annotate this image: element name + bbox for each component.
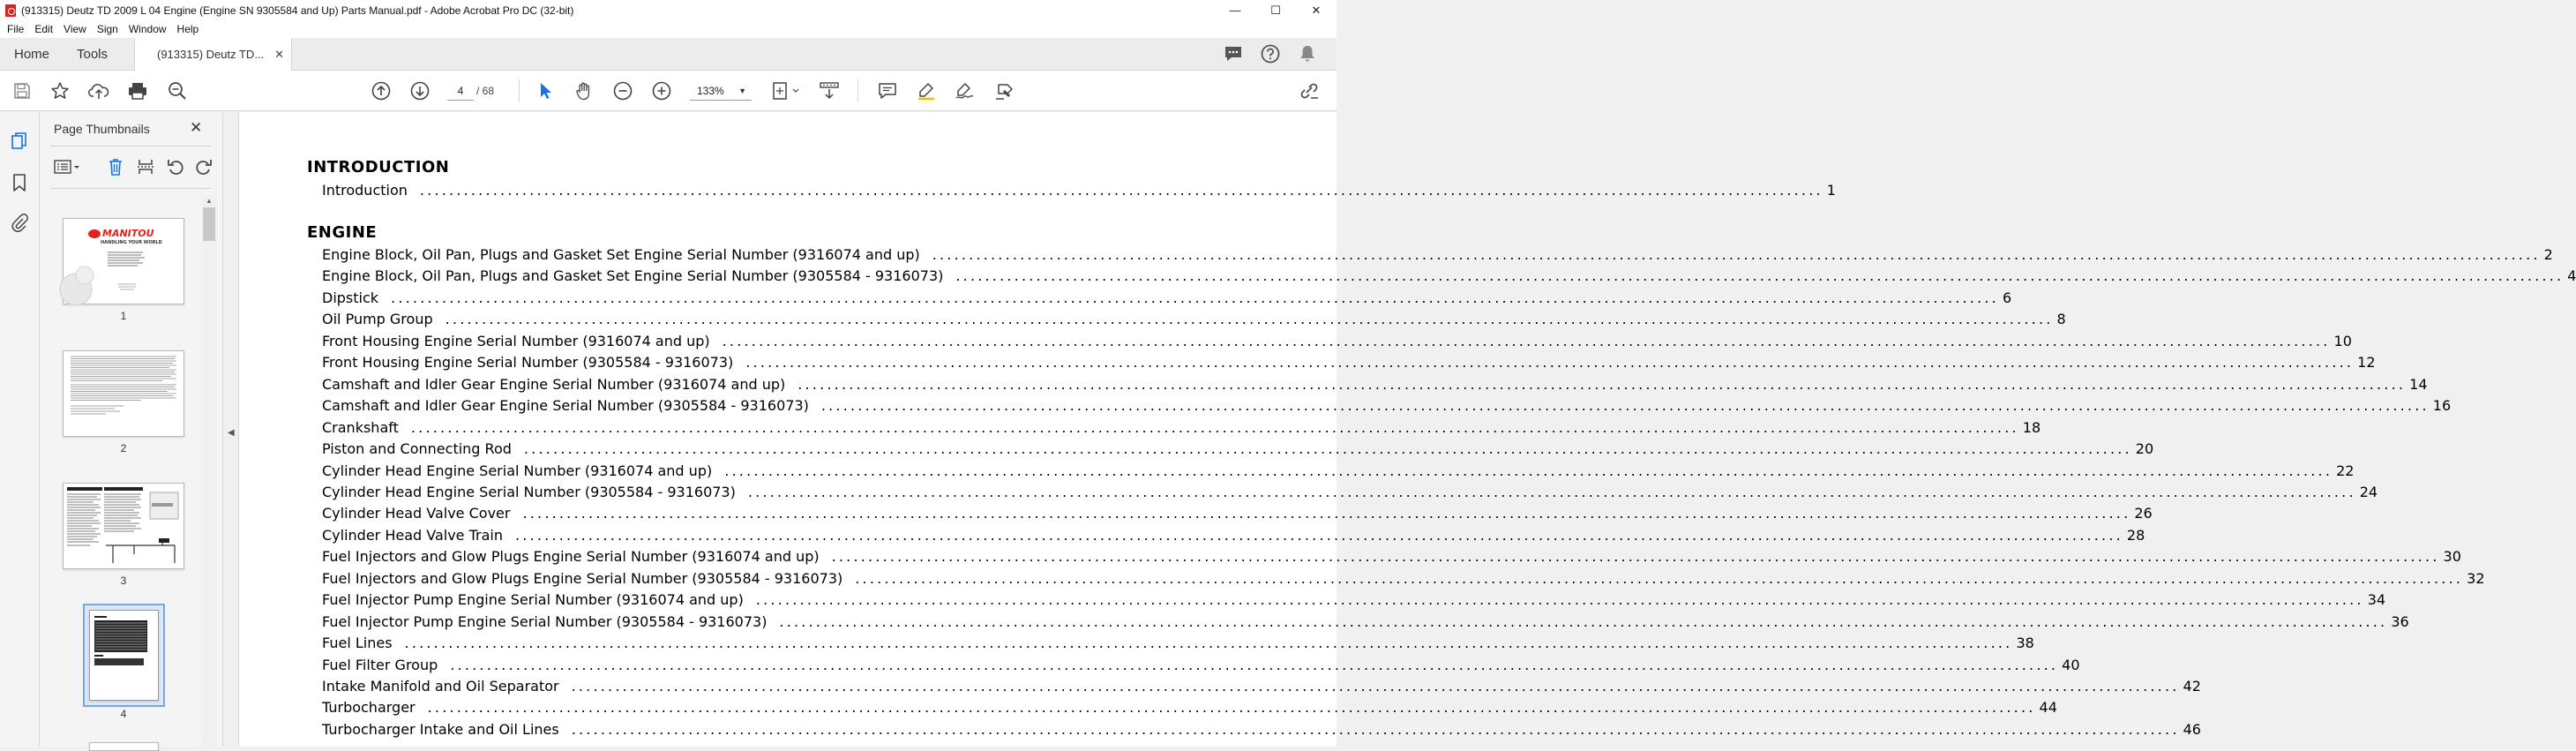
toc-leader: ............................................................................................................................................................................................................................	[522, 505, 2131, 522]
hand-tool-icon[interactable]	[573, 80, 595, 101]
tab-bar-actions	[1224, 44, 1317, 64]
toc-entry-title: Turbocharger	[322, 699, 416, 716]
menu-help[interactable]: Help	[176, 23, 199, 35]
menu-edit[interactable]: Edit	[34, 23, 54, 35]
toc-leader: ............................................................................................................................................................................................................................	[391, 289, 1999, 306]
toc-entry-title: Engine Block, Oil Pan, Plugs and Gasket Set Engine Serial Number (9305584 - 9316073)	[322, 267, 944, 284]
toc-entry-page: 1	[1826, 182, 1836, 199]
tab-document-label: (913315) Deutz TD...	[157, 48, 265, 61]
toc-entry-page: 18	[2022, 419, 2041, 436]
toc-leader: ............................................................................................................................................................................................................................	[722, 333, 2331, 349]
navigation-rail	[0, 112, 40, 747]
toc-entry[interactable]	[322, 289, 2012, 309]
toc-entry[interactable]	[322, 311, 2066, 330]
rotate-right-icon[interactable]	[193, 156, 214, 177]
toc-entry[interactable]	[322, 721, 2201, 740]
toc-entry-title: Cylinder Head Valve Train	[322, 527, 503, 544]
toc-entry-title: Fuel Injectors and Glow Plugs Engine Serial Number (9316074 and up)	[322, 548, 820, 565]
toc-entry[interactable]	[322, 570, 2485, 590]
title-bar	[0, 0, 1337, 20]
toc-entry-title: Camshaft and Idler Gear Engine Serial Number (9316074 and up)	[322, 376, 786, 393]
bookmarks-icon[interactable]	[9, 172, 30, 193]
close-panel-icon[interactable]: ✕	[190, 119, 203, 136]
thumbnail-label-2: 2	[120, 442, 127, 454]
menu-window[interactable]: Window	[128, 23, 167, 35]
toc-entry[interactable]	[322, 699, 2057, 718]
toc-entry-page: 10	[2333, 333, 2352, 349]
toc-entry-title: Dipstick	[322, 289, 379, 306]
toc-entry[interactable]	[322, 419, 2041, 439]
bookmark-star-icon[interactable]	[49, 80, 71, 101]
stamp-icon[interactable]	[993, 80, 1015, 101]
toc-entry-title: Cylinder Head Engine Serial Number (9316074 and up)	[322, 462, 713, 479]
select-cursor-icon[interactable]	[535, 80, 556, 101]
next-page-icon[interactable]	[409, 80, 431, 101]
thumbnail-label-3: 3	[120, 575, 127, 587]
toc-entry[interactable]	[322, 484, 2378, 503]
toolbar-divider	[857, 79, 858, 102]
fit-page-icon[interactable]	[770, 80, 802, 101]
toc-entry-page: 12	[2357, 354, 2376, 371]
toc-entry[interactable]	[322, 657, 2080, 676]
page-thumbnails-icon[interactable]	[9, 131, 30, 152]
toc-entry[interactable]	[322, 635, 2034, 654]
toc-leader: ............................................................................................................................................................................................................................	[404, 635, 2013, 651]
toc-entry-title: Fuel Lines	[322, 635, 393, 651]
toc-entry[interactable]	[322, 591, 2386, 611]
menu-view[interactable]: View	[64, 23, 86, 35]
toc-entry[interactable]	[322, 182, 1836, 201]
toc-entry[interactable]	[322, 267, 2576, 287]
toc-entry-title: Fuel Filter Group	[322, 657, 438, 673]
toc-entry-title: Fuel Injectors and Glow Plugs Engine Serial Number (9305584 - 9316073)	[322, 570, 843, 587]
toc-entry-page: 2	[2543, 246, 2553, 263]
thumbnail-tagline: HANDLING YOUR WORLD	[101, 240, 162, 245]
section-title-introduction: INTRODUCTION	[307, 158, 450, 176]
previous-page-icon[interactable]	[371, 80, 392, 101]
page-thumbnail-1[interactable]	[63, 218, 184, 304]
toc-entry-page: 42	[2183, 678, 2201, 695]
scroll-up-icon[interactable]: ▲	[206, 197, 213, 205]
toolbar-divider	[519, 79, 520, 102]
panel-title: Page Thumbnails	[54, 122, 150, 136]
toc-entry-page: 26	[2134, 505, 2153, 522]
toc-entry-title: Crankshaft	[322, 419, 399, 436]
toc-leader: ............................................................................................................................................................................................................................	[450, 657, 2059, 673]
toc-entry[interactable]	[322, 376, 2428, 395]
toc-entry-page: 32	[2467, 570, 2485, 587]
toc-leader: ............................................................................................................................................................................................................................	[724, 462, 2333, 479]
window-controls	[1215, 0, 1337, 20]
document-view[interactable]	[239, 112, 2576, 747]
thumbnail-options-icon[interactable]	[52, 156, 82, 177]
page-thumbnail-4[interactable]	[89, 610, 159, 701]
chevron-down-icon: ▼	[738, 86, 746, 95]
zoom-select[interactable]	[690, 81, 752, 101]
toc-entry-title: Front Housing Engine Serial Number (9316074 and up)	[322, 333, 710, 349]
scrollbar-thumb[interactable]	[203, 207, 215, 241]
acrobat-icon	[5, 4, 16, 17]
toc-entry[interactable]	[322, 678, 2201, 697]
toc-entry-title: Camshaft and Idler Gear Engine Serial Number (9305584 - 9316073)	[322, 397, 809, 414]
toc-leader: ............................................................................................................................................................................................................................	[932, 246, 2541, 263]
save-icon[interactable]	[11, 80, 33, 101]
toc-entry-page: 22	[2336, 462, 2355, 479]
menu-bar	[0, 20, 1337, 38]
collapse-panel-icon[interactable]: ◀	[228, 428, 235, 438]
toc-entry[interactable]	[322, 354, 2376, 373]
toc-entry-page: 8	[2056, 311, 2066, 327]
close-tab-icon[interactable]: ✕	[274, 47, 284, 61]
page-thumbnail-5[interactable]	[89, 742, 159, 751]
toc-entry-page: 30	[2443, 548, 2461, 565]
toc-entry-title: Cylinder Head Engine Serial Number (9305584 - 9316073)	[322, 484, 736, 500]
toc-entry-title: Fuel Injector Pump Engine Serial Number (9305584 - 9316073)	[322, 613, 768, 630]
maximize-button[interactable]: ☐	[1270, 3, 1281, 17]
minimize-button[interactable]: —	[1229, 4, 1241, 17]
toc-leader: ............................................................................................................................................................................................................................	[755, 591, 2364, 608]
scroll-mode-icon[interactable]	[819, 80, 840, 101]
toc-entry-title: Engine Block, Oil Pan, Plugs and Gasket Set Engine Serial Number (9316074 and up)	[322, 246, 920, 263]
panel-splitter[interactable]	[223, 112, 239, 747]
page-number-input[interactable]: 4	[447, 81, 474, 101]
toc-leader: ............................................................................................................................................................................................................................	[747, 484, 2356, 500]
share-link-icon[interactable]	[1299, 80, 1320, 101]
highlight-pen-icon[interactable]	[916, 80, 937, 101]
toc-leader: ............................................................................................................................................................................................................................	[523, 440, 2132, 457]
toc-entry-page: 20	[2135, 440, 2154, 457]
toc-entry-title: Cylinder Head Valve Cover	[322, 505, 511, 522]
toc-entry[interactable]	[322, 246, 2553, 266]
toc-entry-page: 14	[2409, 376, 2428, 393]
toc-entry-page: 4	[2567, 267, 2576, 284]
toc-entry-page: 44	[2039, 699, 2057, 716]
thumbnail-label-4: 4	[120, 708, 127, 720]
delete-page-icon[interactable]	[105, 156, 126, 177]
toc-entry-page: 46	[2183, 721, 2201, 738]
zoom-out-icon[interactable]	[612, 80, 633, 101]
toc-entry-page: 28	[2126, 527, 2145, 544]
thumbnail-brand: MANITOU	[102, 228, 154, 239]
toc-entry[interactable]	[322, 527, 2145, 546]
tab-bar	[0, 38, 1337, 71]
zoom-value: 133%	[697, 85, 724, 97]
menu-sign[interactable]: Sign	[96, 23, 118, 35]
toc-entry[interactable]	[322, 440, 2154, 460]
toc-leader: ............................................................................................................................................................................................................................	[779, 613, 2388, 630]
toc-entry[interactable]	[322, 613, 2409, 633]
zoom-search-icon[interactable]	[167, 80, 188, 101]
help-icon[interactable]	[1261, 44, 1280, 64]
window-title: (913315) Deutz TD 2009 L 04 Engine (Engine SN 9305584 and Up) Parts Manual.pdf - Adobe Acrobat Pro DC (32-bit)	[21, 4, 574, 17]
toc-entry[interactable]	[322, 505, 2153, 524]
toc-leader: ............................................................................................................................................................................................................................	[955, 267, 2565, 284]
toc-entry-page: 34	[2367, 591, 2386, 608]
zoom-in-icon[interactable]	[651, 80, 672, 101]
toc-leader: ............................................................................................................................................................................................................................	[571, 678, 2180, 695]
thumbnail-3-content	[64, 484, 183, 568]
toc-leader: ............................................................................................................................................................................................................................	[855, 570, 2464, 587]
page-thumbnail-2[interactable]	[63, 350, 184, 437]
toc-leader: ............................................................................................................................................................................................................................	[410, 419, 2019, 436]
section-title-engine: ENGINE	[307, 223, 378, 242]
print-icon[interactable]	[127, 80, 148, 101]
thumbnail-1-content	[64, 245, 183, 304]
toc-leader: ............................................................................................................................................................................................................................	[571, 721, 2180, 738]
page-count: / 68	[476, 85, 495, 97]
toc-leader: ............................................................................................................................................................................................................................	[831, 548, 2440, 565]
toc-entry-page: 40	[2062, 657, 2080, 673]
toc-entry[interactable]	[322, 397, 2452, 417]
notifications-bell-icon[interactable]	[1298, 44, 1317, 64]
toc-entry-page: 16	[2432, 397, 2452, 414]
toc-entry[interactable]	[322, 548, 2461, 567]
tab-home[interactable]: Home	[14, 47, 50, 62]
thumbnail-4-content	[90, 611, 158, 700]
comment-bubble-icon[interactable]	[1224, 44, 1243, 64]
toc-leader: ............................................................................................................................................................................................................................	[798, 376, 2407, 393]
toc-leader: ............................................................................................................................................................................................................................	[820, 397, 2430, 414]
rotate-left-icon[interactable]	[165, 156, 186, 177]
toc-leader: ................................................................................................................................................................................................	[419, 182, 1823, 199]
toc-entry[interactable]	[322, 333, 2352, 352]
menu-file[interactable]: File	[7, 23, 25, 35]
divider	[50, 188, 211, 189]
tab-document[interactable]	[134, 38, 292, 71]
toc-entry-page: 24	[2359, 484, 2378, 500]
toc-leader: ............................................................................................................................................................................................................................	[745, 354, 2355, 371]
thumbnail-2-content	[64, 351, 183, 436]
toc-entry-title: Oil Pump Group	[322, 311, 433, 327]
toc-entry-title: Intake Manifold and Oil Separator	[322, 678, 559, 695]
page-thumbnail-3[interactable]	[63, 483, 184, 569]
fill-sign-icon[interactable]	[955, 80, 976, 101]
toc-entry-title: Turbocharger Intake and Oil Lines	[322, 721, 559, 738]
share-upload-icon[interactable]	[88, 80, 109, 101]
main-toolbar	[0, 71, 1337, 111]
attachments-icon[interactable]	[9, 212, 30, 233]
toc-entry-page: 38	[2016, 635, 2034, 651]
thumbnails-scrollbar[interactable]	[202, 195, 216, 747]
manitou-logo-icon	[88, 229, 101, 238]
toc-entry-title: Front Housing Engine Serial Number (9305584 - 9316073)	[322, 354, 734, 371]
tab-tools[interactable]: Tools	[77, 47, 109, 62]
toc-entry-title: Piston and Connecting Rod	[322, 440, 512, 457]
close-window-button[interactable]: ✕	[1311, 3, 1322, 17]
toc-leader: ............................................................................................................................................................................................................................	[427, 699, 2036, 716]
add-comment-icon[interactable]	[877, 80, 898, 101]
page-thumbnails-panel	[40, 112, 223, 747]
toc-entry-page: 6	[2002, 289, 2012, 306]
toc-entry-page: 36	[2391, 613, 2409, 630]
toc-entry[interactable]	[322, 462, 2355, 482]
toc-entry-title: Introduction	[322, 182, 408, 199]
thumbnail-label-1: 1	[120, 310, 127, 322]
extract-pages-icon[interactable]	[135, 156, 156, 177]
toc-leader: ............................................................................................................................................................................................................................	[515, 527, 2123, 544]
toc-entry-title: Fuel Injector Pump Engine Serial Number (9316074 and up)	[322, 591, 744, 608]
toc-leader: ............................................................................................................................................................................................................................	[445, 311, 2054, 327]
